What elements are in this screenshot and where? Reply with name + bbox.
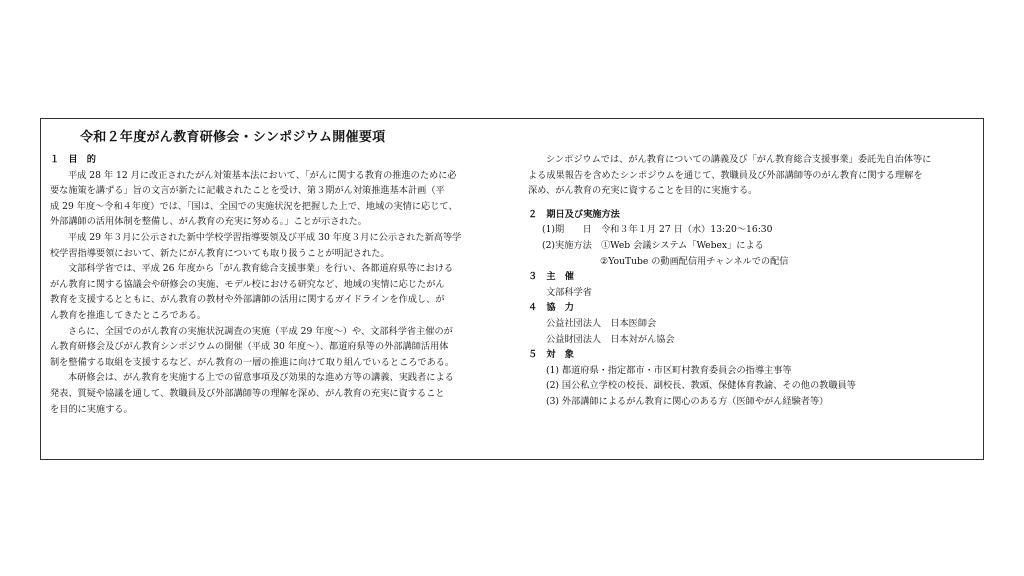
section-4-heading: ４ 協 力 [528, 302, 574, 314]
purpose-line: を目的に実施する。 [50, 403, 133, 415]
event-date: (1)期 日 令和３年１月 27 日（水）13:20～16:30 [542, 224, 773, 236]
section-3-heading: ３ 主 催 [528, 271, 574, 283]
symposium-intro-line: よる成果報告を含めたシンポジウムを通じて、教職員及び外部講師等のがん教育に関する理解を [528, 169, 923, 181]
purpose-line: 制を整備する取組を支援するなど、がん教育の一層の推進に向けて取り組んでいるところである。 [50, 356, 455, 368]
cooperator: 公益社団法人 日本医師会 [546, 317, 657, 329]
event-method-youtube: ②YouTube の動画配信用チャンネルでの配信 [600, 255, 789, 267]
left-column [50, 152, 500, 417]
purpose-line: 校学習指導要領において、新たにがん教育についても取り扱うことが明記された。 [50, 247, 390, 259]
purpose-line: 要な施策を講ずる」旨の文言が新たに記載されたことを受け、第３期がん対策推進基本計画（平 [50, 185, 445, 197]
purpose-line: 本研修会は、がん教育を実施する上での留意事項及び効果的な進め方等の講義、実践者による [68, 372, 454, 384]
section-5-heading: ５ 対 象 [528, 349, 574, 361]
purpose-line: がん教育に関する協議会や研修会の実施、モデル校における研究など、地域の実情に応じたがん [50, 278, 445, 290]
purpose-line: ん教育を推進してきたところである。 [50, 309, 207, 321]
section-1-heading: １ 目 的 [50, 154, 96, 165]
purpose-line: 平成 28 年 12 月に改正されたがん対策基本法において、「がんに関する教育の推進のために必 [68, 169, 457, 181]
symposium-intro-line: 深め、がん教育の充実に資することを目的に実施する。 [528, 185, 758, 197]
purpose-line: 外部講師の活用体制を整備し、がん教育の充実に努める。」ことが示された。 [50, 216, 367, 228]
organizer: 文部科学省 [546, 286, 592, 298]
purpose-line: 発表、質疑や協議を通して、教職員及び外部講師等の理解を深め、がん教育の充実に資すること [50, 387, 445, 399]
audience-item: (3) 外部講師によるがん教育に関心のある方（医師やがん経験者等） [546, 395, 829, 407]
purpose-line: 平成 29 年３月に公示された新中学校学習指導要領及び平成 30 年度３月に公示された新高等学 [68, 231, 462, 243]
purpose-line: さらに、全国でのがん教育の実施状況調査の実施（平成 29 年度～）や、文部科学省主催のが [68, 325, 453, 337]
right-column [528, 152, 978, 410]
symposium-intro-line: シンポジウムでは、がん教育についての講義及び「がん教育総合支援事業」委託先自治体等に [546, 154, 932, 165]
cooperator: 公益財団法人 日本対がん協会 [546, 333, 675, 345]
purpose-line: 成 29 年度～令和４年度）では、「国は、全国での実施状況を把握した上で、地域の実情に応じて、 [50, 200, 458, 212]
purpose-line: 教育を支援するとともに、がん教育の教材や外部講師の活用に関するガイドラインを作成し、が [50, 294, 445, 306]
purpose-line: 文部科学省では、平成 26 年度から「がん教育総合支援事業」を行い、各都道府県等における [68, 263, 454, 275]
audience-item: (1) 都道府県・指定都市・市区町村教育委員会の指導主事等 [546, 364, 792, 376]
purpose-line: ん教育研修会及びがん教育シンポジウムの開催（平成 30 年度～）、都道府県等の外部講師活用体 [50, 341, 449, 353]
audience-item: (2) 国公私立学校の校長、副校長、教頭、保健体育教諭、その他の教職員等 [546, 380, 856, 392]
section-2-heading: ２ 期日及び実施方法 [528, 208, 620, 220]
event-method-webex: (2)実施方法 ①Web 会議システム「Webex」による [542, 239, 764, 251]
document-title: 令和２年度がん教育研修会・シンポジウム開催要項 [80, 130, 386, 145]
